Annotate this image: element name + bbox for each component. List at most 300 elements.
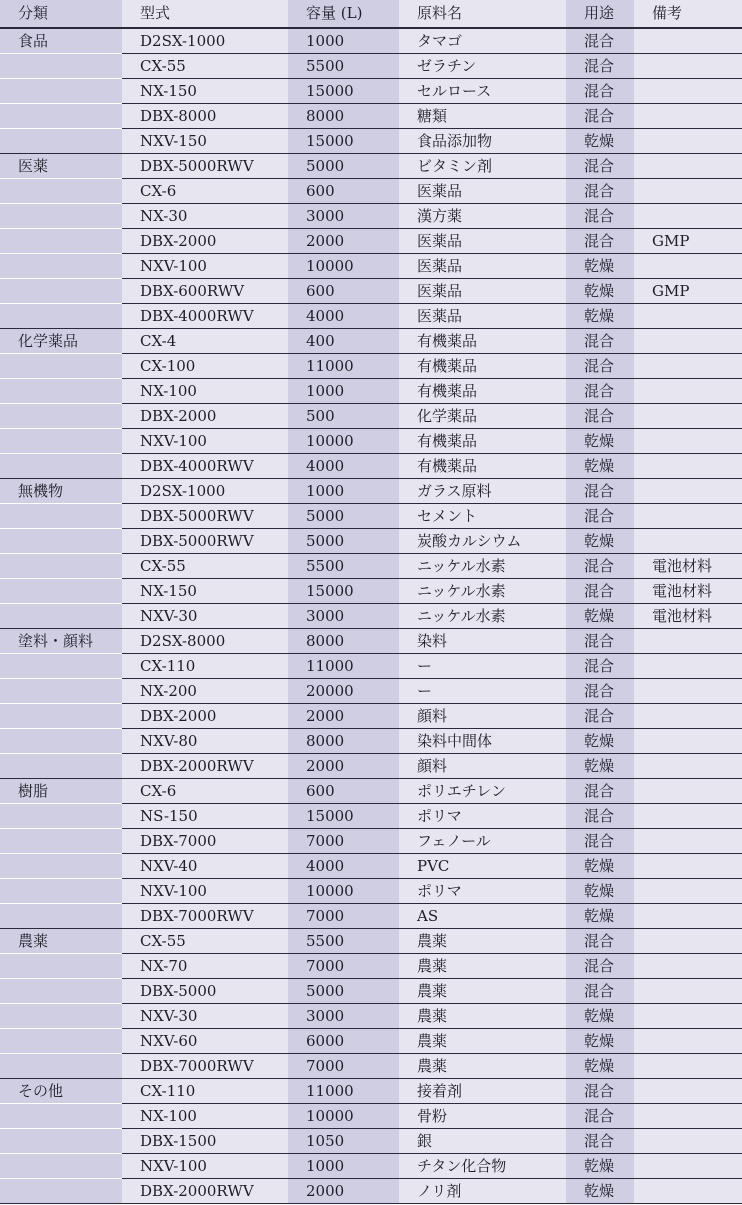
cell-capacity: 8000 — [288, 104, 399, 129]
cell-material: ポリエチレン — [399, 779, 566, 804]
header-note: 備考 — [634, 0, 742, 28]
cell-note — [634, 879, 742, 904]
cell-capacity: 10000 — [288, 1104, 399, 1129]
cell-model: DBX-1500 — [122, 1129, 288, 1154]
cell-material: 農薬 — [399, 929, 566, 954]
table-row — [0, 79, 742, 104]
cell-material: 化学薬品 — [399, 404, 566, 429]
table-row — [0, 579, 742, 604]
cell-use: 混合 — [566, 229, 634, 254]
cell-category: 医薬 — [0, 154, 122, 179]
cell-capacity: 15000 — [288, 579, 399, 604]
cell-model: DBX-7000 — [122, 829, 288, 854]
cell-note — [634, 529, 742, 554]
cell-note — [634, 254, 742, 279]
cell-category — [0, 954, 122, 979]
table-row — [0, 1104, 742, 1129]
cell-model: DBX-2000RWV — [122, 754, 288, 779]
cell-capacity: 5500 — [288, 554, 399, 579]
table-row — [0, 529, 742, 554]
cell-capacity: 500 — [288, 404, 399, 429]
cell-note — [634, 1004, 742, 1029]
cell-use: 混合 — [566, 79, 634, 104]
cell-note — [634, 804, 742, 829]
cell-use: 混合 — [566, 554, 634, 579]
cell-use: 乾燥 — [566, 1004, 634, 1029]
cell-category — [0, 529, 122, 554]
cell-capacity: 1000 — [288, 379, 399, 404]
cell-use: 乾燥 — [566, 129, 634, 154]
cell-capacity: 2000 — [288, 1179, 399, 1204]
cell-use: 混合 — [566, 154, 634, 179]
cell-model: NXV-80 — [122, 729, 288, 754]
cell-note — [634, 454, 742, 479]
cell-capacity: 5500 — [288, 54, 399, 79]
cell-category — [0, 454, 122, 479]
table-row — [0, 629, 742, 654]
cell-capacity: 3000 — [288, 204, 399, 229]
cell-note: GMP — [634, 229, 742, 254]
cell-category — [0, 254, 122, 279]
cell-material: ポリマ — [399, 804, 566, 829]
cell-material: 顔料 — [399, 704, 566, 729]
cell-note — [634, 929, 742, 954]
cell-model: DBX-4000RWV — [122, 304, 288, 329]
cell-material: セルロース — [399, 79, 566, 104]
cell-category — [0, 979, 122, 1004]
cell-material: ガラス原料 — [399, 479, 566, 504]
cell-category: 化学薬品 — [0, 329, 122, 354]
cell-note — [634, 504, 742, 529]
cell-note — [634, 979, 742, 1004]
cell-category — [0, 754, 122, 779]
cell-model: DBX-5000 — [122, 979, 288, 1004]
cell-category — [0, 54, 122, 79]
cell-capacity: 10000 — [288, 254, 399, 279]
table-row — [0, 129, 742, 154]
cell-material: 医薬品 — [399, 229, 566, 254]
table-body — [0, 28, 742, 1204]
cell-capacity: 10000 — [288, 879, 399, 904]
cell-category — [0, 504, 122, 529]
cell-capacity: 11000 — [288, 1079, 399, 1104]
cell-material: 有機薬品 — [399, 354, 566, 379]
cell-category — [0, 1029, 122, 1054]
cell-use: 乾燥 — [566, 254, 634, 279]
cell-capacity: 400 — [288, 329, 399, 354]
cell-model: CX-110 — [122, 654, 288, 679]
table-row — [0, 779, 742, 804]
header-category: 分類 — [0, 0, 122, 28]
cell-use: 乾燥 — [566, 854, 634, 879]
cell-capacity: 5000 — [288, 979, 399, 1004]
cell-note — [634, 829, 742, 854]
cell-material: 炭酸カルシウム — [399, 529, 566, 554]
cell-category — [0, 229, 122, 254]
cell-material: 医薬品 — [399, 179, 566, 204]
cell-capacity: 600 — [288, 279, 399, 304]
cell-model: NXV-30 — [122, 604, 288, 629]
cell-capacity: 600 — [288, 179, 399, 204]
cell-model: NX-70 — [122, 954, 288, 979]
header-material: 原料名 — [399, 0, 566, 28]
cell-note — [634, 779, 742, 804]
cell-material: 農薬 — [399, 1004, 566, 1029]
cell-note — [634, 179, 742, 204]
cell-note — [634, 204, 742, 229]
cell-use: 混合 — [566, 1104, 634, 1129]
cell-category — [0, 579, 122, 604]
table-row — [0, 879, 742, 904]
cell-material: 農薬 — [399, 1029, 566, 1054]
cell-capacity: 7000 — [288, 1054, 399, 1079]
cell-model: DBX-5000RWV — [122, 529, 288, 554]
cell-note — [634, 704, 742, 729]
cell-category: 食品 — [0, 28, 122, 54]
cell-model: NXV-40 — [122, 854, 288, 879]
table-row — [0, 479, 742, 504]
cell-use: 混合 — [566, 379, 634, 404]
cell-material: AS — [399, 904, 566, 929]
cell-model: NX-30 — [122, 204, 288, 229]
table-row — [0, 654, 742, 679]
header-row — [0, 0, 742, 28]
header-use: 用途 — [566, 0, 634, 28]
cell-capacity: 11000 — [288, 354, 399, 379]
table-row — [0, 104, 742, 129]
cell-note — [634, 304, 742, 329]
cell-model: DBX-2000 — [122, 404, 288, 429]
cell-model: CX-100 — [122, 354, 288, 379]
cell-note — [634, 129, 742, 154]
cell-use: 乾燥 — [566, 729, 634, 754]
cell-capacity: 7000 — [288, 829, 399, 854]
cell-note — [634, 679, 742, 704]
table-row — [0, 229, 742, 254]
cell-model: DBX-8000 — [122, 104, 288, 129]
cell-category — [0, 429, 122, 454]
cell-material: 農薬 — [399, 954, 566, 979]
cell-category — [0, 204, 122, 229]
cell-material: 骨粉 — [399, 1104, 566, 1129]
cell-note — [634, 79, 742, 104]
cell-material: 染料 — [399, 629, 566, 654]
cell-model: NX-150 — [122, 579, 288, 604]
cell-material: 医薬品 — [399, 279, 566, 304]
cell-use: 混合 — [566, 979, 634, 1004]
cell-note — [634, 1054, 742, 1079]
cell-use: 混合 — [566, 404, 634, 429]
cell-material: ー — [399, 654, 566, 679]
table-row — [0, 1029, 742, 1054]
cell-model: D2SX-1000 — [122, 28, 288, 54]
cell-note — [634, 1029, 742, 1054]
cell-capacity: 20000 — [288, 679, 399, 704]
cell-model: NXV-100 — [122, 254, 288, 279]
cell-capacity: 4000 — [288, 304, 399, 329]
cell-category: 樹脂 — [0, 779, 122, 804]
cell-material: 有機薬品 — [399, 429, 566, 454]
cell-category — [0, 654, 122, 679]
cell-use: 混合 — [566, 204, 634, 229]
cell-material: ニッケル水素 — [399, 554, 566, 579]
cell-note — [634, 729, 742, 754]
table-row — [0, 704, 742, 729]
cell-category — [0, 1004, 122, 1029]
cell-use: 混合 — [566, 504, 634, 529]
table-row — [0, 404, 742, 429]
header-capacity: 容量 (L) — [288, 0, 399, 28]
cell-note — [634, 429, 742, 454]
cell-material: セメント — [399, 504, 566, 529]
cell-model: DBX-2000RWV — [122, 1179, 288, 1204]
table-row — [0, 54, 742, 79]
cell-capacity: 3000 — [288, 1004, 399, 1029]
cell-material: 染料中間体 — [399, 729, 566, 754]
cell-use: 混合 — [566, 329, 634, 354]
table-row — [0, 754, 742, 779]
cell-material: ゼラチン — [399, 54, 566, 79]
cell-material: ポリマ — [399, 879, 566, 904]
cell-material: チタン化合物 — [399, 1154, 566, 1179]
cell-use: 乾燥 — [566, 429, 634, 454]
cell-model: NXV-30 — [122, 1004, 288, 1029]
cell-category — [0, 179, 122, 204]
cell-model: NXV-100 — [122, 879, 288, 904]
cell-note — [634, 54, 742, 79]
cell-use: 乾燥 — [566, 529, 634, 554]
cell-note: 電池材料 — [634, 604, 742, 629]
cell-material: フェノール — [399, 829, 566, 854]
table-row — [0, 829, 742, 854]
header-model: 型式 — [122, 0, 288, 28]
cell-material: 有機薬品 — [399, 454, 566, 479]
cell-material: ニッケル水素 — [399, 604, 566, 629]
table-row — [0, 1154, 742, 1179]
cell-capacity: 2000 — [288, 704, 399, 729]
table-row — [0, 1129, 742, 1154]
cell-use: 乾燥 — [566, 304, 634, 329]
cell-material: 食品添加物 — [399, 129, 566, 154]
cell-model: DBX-5000RWV — [122, 154, 288, 179]
cell-use: 乾燥 — [566, 1154, 634, 1179]
cell-capacity: 4000 — [288, 454, 399, 479]
cell-category — [0, 79, 122, 104]
cell-category — [0, 729, 122, 754]
cell-category — [0, 854, 122, 879]
table-row — [0, 28, 742, 54]
cell-model: NX-100 — [122, 379, 288, 404]
cell-use: 混合 — [566, 54, 634, 79]
cell-capacity: 7000 — [288, 904, 399, 929]
cell-material: ノリ剤 — [399, 1179, 566, 1204]
cell-model: CX-55 — [122, 54, 288, 79]
cell-use: 乾燥 — [566, 279, 634, 304]
cell-use: 混合 — [566, 654, 634, 679]
table-row — [0, 679, 742, 704]
cell-capacity: 4000 — [288, 854, 399, 879]
cell-material: 農薬 — [399, 1054, 566, 1079]
cell-use: 混合 — [566, 804, 634, 829]
cell-material: ニッケル水素 — [399, 579, 566, 604]
cell-use: 混合 — [566, 28, 634, 54]
cell-category — [0, 379, 122, 404]
cell-model: NXV-60 — [122, 1029, 288, 1054]
cell-material: 有機薬品 — [399, 379, 566, 404]
cell-material: ビタミン剤 — [399, 154, 566, 179]
cell-note — [634, 28, 742, 54]
cell-material: 農薬 — [399, 979, 566, 1004]
cell-note — [634, 154, 742, 179]
cell-capacity: 15000 — [288, 79, 399, 104]
table-row — [0, 854, 742, 879]
cell-category — [0, 354, 122, 379]
cell-note — [634, 329, 742, 354]
cell-model: NXV-150 — [122, 129, 288, 154]
cell-use: 混合 — [566, 679, 634, 704]
cell-category: 農薬 — [0, 929, 122, 954]
table-row — [0, 179, 742, 204]
cell-model: NX-150 — [122, 79, 288, 104]
cell-model: DBX-2000 — [122, 704, 288, 729]
cell-use: 混合 — [566, 479, 634, 504]
cell-model: NS-150 — [122, 804, 288, 829]
table-row — [0, 304, 742, 329]
cell-capacity: 5000 — [288, 154, 399, 179]
cell-category: 無機物 — [0, 479, 122, 504]
cell-category — [0, 129, 122, 154]
cell-model: NX-200 — [122, 679, 288, 704]
cell-model: DBX-2000 — [122, 229, 288, 254]
cell-note: GMP — [634, 279, 742, 304]
cell-category — [0, 804, 122, 829]
table-row — [0, 904, 742, 929]
cell-model: CX-6 — [122, 179, 288, 204]
cell-material: 接着剤 — [399, 1079, 566, 1104]
cell-model: NXV-100 — [122, 1154, 288, 1179]
cell-note: 電池材料 — [634, 579, 742, 604]
cell-capacity: 10000 — [288, 429, 399, 454]
cell-note — [634, 1129, 742, 1154]
cell-material: 銀 — [399, 1129, 566, 1154]
cell-note — [634, 754, 742, 779]
cell-category: 塗料・顔料 — [0, 629, 122, 654]
cell-use: 混合 — [566, 954, 634, 979]
cell-note — [634, 1154, 742, 1179]
cell-use: 混合 — [566, 354, 634, 379]
cell-capacity: 8000 — [288, 729, 399, 754]
cell-category: その他 — [0, 1079, 122, 1104]
cell-category — [0, 679, 122, 704]
cell-material: 顔料 — [399, 754, 566, 779]
cell-use: 混合 — [566, 629, 634, 654]
cell-category — [0, 279, 122, 304]
cell-use: 乾燥 — [566, 1179, 634, 1204]
cell-capacity: 5500 — [288, 929, 399, 954]
cell-use: 混合 — [566, 1129, 634, 1154]
cell-capacity: 2000 — [288, 754, 399, 779]
cell-category — [0, 1179, 122, 1204]
table-row — [0, 279, 742, 304]
cell-note — [634, 1104, 742, 1129]
cell-capacity: 5000 — [288, 504, 399, 529]
table-row — [0, 979, 742, 1004]
table-row — [0, 204, 742, 229]
cell-capacity: 1000 — [288, 479, 399, 504]
cell-note — [634, 904, 742, 929]
cell-material: タマゴ — [399, 28, 566, 54]
table-row — [0, 354, 742, 379]
cell-capacity: 6000 — [288, 1029, 399, 1054]
cell-model: DBX-5000RWV — [122, 504, 288, 529]
table-row — [0, 1054, 742, 1079]
cell-category — [0, 1104, 122, 1129]
cell-model: D2SX-1000 — [122, 479, 288, 504]
cell-use: 混合 — [566, 1079, 634, 1104]
cell-model: DBX-600RWV — [122, 279, 288, 304]
cell-model: NX-100 — [122, 1104, 288, 1129]
cell-capacity: 8000 — [288, 629, 399, 654]
cell-capacity: 3000 — [288, 604, 399, 629]
cell-use: 混合 — [566, 179, 634, 204]
cell-category — [0, 604, 122, 629]
cell-use: 乾燥 — [566, 1029, 634, 1054]
cell-capacity: 15000 — [288, 129, 399, 154]
table-row — [0, 804, 742, 829]
cell-note — [634, 654, 742, 679]
table-row — [0, 1179, 742, 1204]
cell-category — [0, 904, 122, 929]
table-row — [0, 329, 742, 354]
cell-note — [634, 104, 742, 129]
table-row — [0, 729, 742, 754]
cell-capacity: 1050 — [288, 1129, 399, 1154]
cell-material: 糖類 — [399, 104, 566, 129]
cell-use: 乾燥 — [566, 754, 634, 779]
table-row — [0, 379, 742, 404]
cell-capacity: 2000 — [288, 229, 399, 254]
cell-model: NXV-100 — [122, 429, 288, 454]
cell-capacity: 11000 — [288, 654, 399, 679]
cell-use: 混合 — [566, 929, 634, 954]
cell-category — [0, 704, 122, 729]
cell-capacity: 5000 — [288, 529, 399, 554]
cell-category — [0, 304, 122, 329]
table-row — [0, 254, 742, 279]
cell-use: 乾燥 — [566, 454, 634, 479]
cell-capacity: 600 — [288, 779, 399, 804]
cell-material: 医薬品 — [399, 304, 566, 329]
cell-model: DBX-4000RWV — [122, 454, 288, 479]
cell-model: DBX-7000RWV — [122, 1054, 288, 1079]
cell-model: DBX-7000RWV — [122, 904, 288, 929]
cell-use: 混合 — [566, 704, 634, 729]
table-row — [0, 954, 742, 979]
cell-material: 漢方薬 — [399, 204, 566, 229]
cell-note — [634, 629, 742, 654]
cell-category — [0, 1154, 122, 1179]
cell-category — [0, 1054, 122, 1079]
cell-capacity: 15000 — [288, 804, 399, 829]
cell-use: 乾燥 — [566, 604, 634, 629]
cell-note — [634, 479, 742, 504]
cell-model: CX-4 — [122, 329, 288, 354]
cell-use: 混合 — [566, 829, 634, 854]
cell-note — [634, 954, 742, 979]
cell-use: 混合 — [566, 579, 634, 604]
cell-model: CX-55 — [122, 554, 288, 579]
cell-category — [0, 1129, 122, 1154]
